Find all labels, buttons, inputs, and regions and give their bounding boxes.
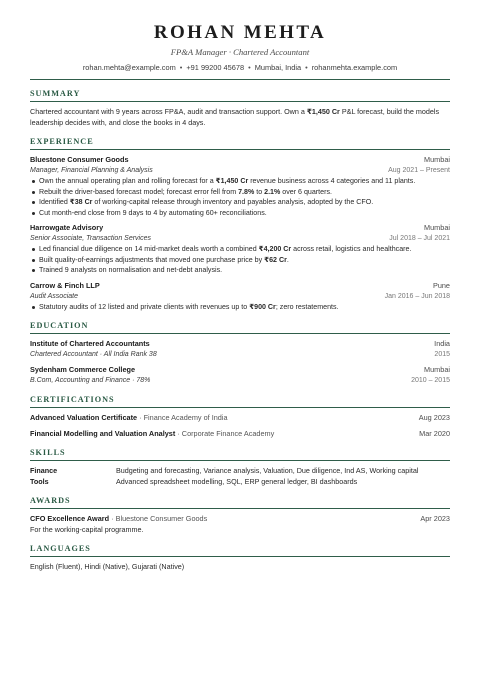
section-divider [30,460,450,461]
contact-email[interactable]: rohan.mehta@example.com [82,63,176,72]
job-location: Mumbai [424,155,450,164]
certification-entry: Financial Modelling and Valuation Analyst · Corporate Finance Academy Mar 2020 [30,429,450,438]
award-note: For the working-capital programme. [30,525,144,534]
header-divider [30,79,450,80]
job-bullet: Built quality-of-earnings adjustments that moved one purchase price by ₹62 Cr. [30,255,450,266]
certification-issuer: Finance Academy of India [143,413,228,422]
education-school: Sydenham Commerce College [30,365,136,374]
section-heading-certifications: CERTIFICATIONS [30,395,115,404]
job-role: Senior Associate, Transaction Services [30,235,151,242]
job-company: Carrow & Finch LLP [30,280,100,290]
education-year: 2010 – 2015 [411,377,450,384]
job-role: Manager, Financial Planning & Analysis [30,167,153,174]
job-location: Mumbai [424,223,450,232]
education-location: India [434,339,450,348]
certification-entry: Advanced Valuation Certificate · Finance Academy of India Aug 2023 [30,413,450,422]
education-location: Mumbai [424,365,450,374]
award-name: CFO Excellence Award [30,514,110,523]
job-bullet: Statutory audits of 12 listed and private clients with revenues up to ₹900 Cr; zero restatements. [30,302,450,313]
education-school: Institute of Chartered Accountants [30,339,150,348]
contact-line: rohan.mehta@example.com • +91 99200 45678 • Mumbai, India • rohanmehta.example.com [82,63,398,72]
skill-value: Budgeting and forecasting, Variance analysis, Valuation, Due diligence, Ind AS, Working capital [116,466,419,475]
education-detail: Chartered Accountant · All India Rank 38 [30,351,157,358]
section-divider [30,149,450,150]
skill-label: Tools [30,477,49,486]
section-heading-education: EDUCATION [30,321,89,330]
section-heading-skills: SKILLS [30,448,66,457]
job-company: Harrowgate Advisory [30,223,104,232]
certification-date: Mar 2020 [419,429,450,438]
job-location: Pune [432,280,450,290]
job-bullets [30,244,450,276]
section-heading-experience: EXPERIENCE [30,137,94,146]
education-entry [30,338,450,360]
section-divider [30,556,450,557]
job-entry [30,154,450,218]
job-company: Bluestone Consumer Goods [30,155,129,164]
skill-row [30,476,450,487]
section-heading-languages: LANGUAGES [30,544,91,553]
certification-name: Financial Modelling and Valuation Analyst [30,429,176,438]
section-divider [30,508,450,509]
job-entry [30,222,450,276]
job-dates: Jul 2018 – Jul 2021 [389,235,450,242]
job-bullets [30,176,450,218]
skill-row [30,465,450,476]
job-bullet: Trained 9 analysts on normalisation and net-debt analysis. [30,265,450,276]
contact-website[interactable]: rohanmehta.example.com [311,63,398,72]
award-entry: CFO Excellence Award · Bluestone Consumer Goods Apr 2023 [30,514,450,523]
job-dates: Aug 2021 – Present [388,167,450,174]
job-role: Audit Associate [30,292,78,300]
job-entry [30,280,450,313]
skill-value: Advanced spreadsheet modelling, SQL, ERP general ledger, BI dashboards [116,477,358,486]
section-divider [30,407,450,408]
job-bullet: Led financial due diligence on 14 mid-market deals worth a combined ₹4,200 Cr across retail, logistics and healthcare. [30,244,450,255]
job-bullet: Own the annual operating plan and rolling forecast for a ₹1,450 Cr revenue business across 4 categories and 11 plants. [30,176,450,187]
skill-label: Finance [30,466,58,475]
contact-location: Mumbai, India [254,63,302,72]
award-date: Apr 2023 [420,514,450,523]
job-bullets [30,302,450,313]
section-heading-awards: AWARDS [30,496,71,505]
certification-date: Aug 2023 [418,413,450,422]
education-detail: B.Com, Accounting and Finance · 78% [30,377,151,384]
job-bullet: Identified ₹38 Cr of working-capital release through inventory and payables analysis, adopted by the CFO. [30,197,450,208]
candidate-title: FP&A Manager · Chartered Accountant [170,47,310,57]
job-bullet: Cut month-end close from 9 days to 4 by automating 60+ reconciliations. [30,208,450,219]
languages-text: English (Fluent), Hindi (Native), Gujarati (Native) [30,562,185,571]
section-divider [30,101,450,102]
certification-issuer: Corporate Finance Academy [181,429,275,438]
job-bullet: Rebuilt the driver-based forecast model; forecast error fell from 7.8% to 2.1% over 6 quarters. [30,187,450,198]
section-divider [30,333,450,334]
education-year: 2015 [434,351,450,358]
job-dates: Jan 2016 – Jun 2018 [384,292,450,300]
section-heading-summary: SUMMARY [30,89,81,98]
candidate-name: ROHAN MEHTA [153,22,327,43]
certification-name: Advanced Valuation Certificate [30,413,138,422]
education-entry [30,364,450,386]
award-issuer: Bluestone Consumer Goods [115,514,208,523]
contact-phone[interactable]: +91 99200 45678 [186,63,245,72]
summary-text: Chartered accountant with 9 years across FP&A, audit and transaction support. Own a ₹1,450 Cr P&L forecast, build the models leadership decides with, and close the books in 4 days. [30,107,440,127]
